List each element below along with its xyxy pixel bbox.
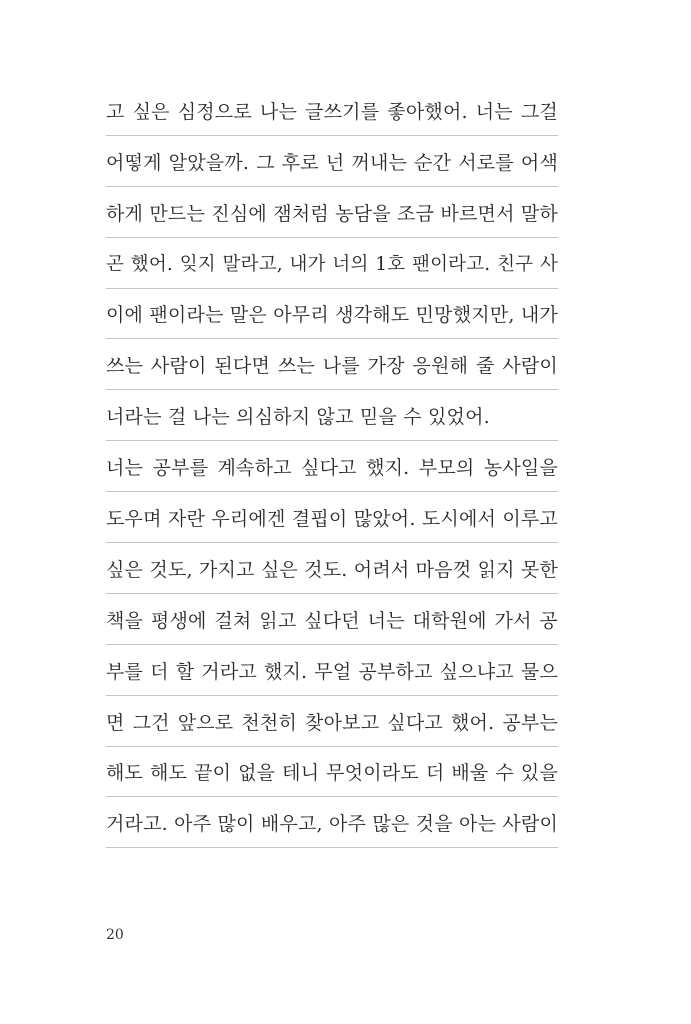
body-text bbox=[106, 85, 558, 848]
text-line bbox=[106, 696, 558, 747]
line-text: 책을 평생에 걸쳐 읽고 싶다던 너는 대학원에 가서 공 bbox=[106, 609, 558, 632]
text-line bbox=[106, 594, 558, 645]
text-line bbox=[106, 543, 558, 594]
line-text: 곤 했어. 잊지 말라고, 내가 너의 1호 팬이라고. 친구 사 bbox=[106, 253, 558, 275]
line-text: 하게 만드는 진심에 잼처럼 농담을 조금 바르면서 말하 bbox=[106, 202, 558, 225]
line-text: 면 그건 앞으로 천천히 찾아보고 싶다고 했어. 공부는 bbox=[106, 711, 558, 734]
text-line bbox=[106, 747, 558, 798]
line-text: 거라고. 아주 많이 배우고, 아주 많은 것을 아는 사람이 bbox=[106, 813, 559, 836]
text-line bbox=[106, 441, 558, 492]
line-text: 너라는 걸 나는 의심하지 않고 믿을 수 있었어. bbox=[106, 406, 490, 429]
line-text: 도우며 자란 우리에겐 결핍이 많았어. 도시에서 이루고 bbox=[106, 508, 558, 531]
text-line bbox=[106, 492, 558, 543]
text-line bbox=[106, 85, 558, 136]
text-line bbox=[106, 390, 558, 441]
text-line bbox=[106, 136, 558, 187]
line-text: 부를 더 할 거라고 했지. 무얼 공부하고 싶으냐고 물으 bbox=[106, 660, 558, 683]
line-text: 고 싶은 심정으로 나는 글쓰기를 좋아했어. 너는 그걸 bbox=[106, 100, 558, 123]
text-line bbox=[106, 238, 558, 289]
text-line bbox=[106, 797, 558, 848]
line-text: 어떻게 알았을까. 그 후로 넌 꺼내는 순간 서로를 어색 bbox=[106, 151, 558, 174]
line-text: 너는 공부를 계속하고 싶다고 했지. 부모의 농사일을 bbox=[106, 457, 558, 480]
line-text: 싶은 것도, 가지고 싶은 것도. 어려서 마음껏 읽지 못한 bbox=[106, 558, 559, 581]
text-line bbox=[106, 339, 558, 390]
line-text: 쓰는 사람이 된다면 쓰는 나를 가장 응원해 줄 사람이 bbox=[106, 355, 558, 378]
text-line bbox=[106, 187, 558, 238]
line-text: 해도 해도 끝이 없을 테니 무엇이라도 더 배울 수 있을 bbox=[106, 762, 558, 785]
line-text: 이에 팬이라는 말은 아무리 생각해도 민망했지만, 내가 bbox=[106, 304, 558, 327]
page-number: 20 bbox=[106, 927, 124, 943]
text-line bbox=[106, 645, 558, 696]
text-line bbox=[106, 289, 558, 340]
